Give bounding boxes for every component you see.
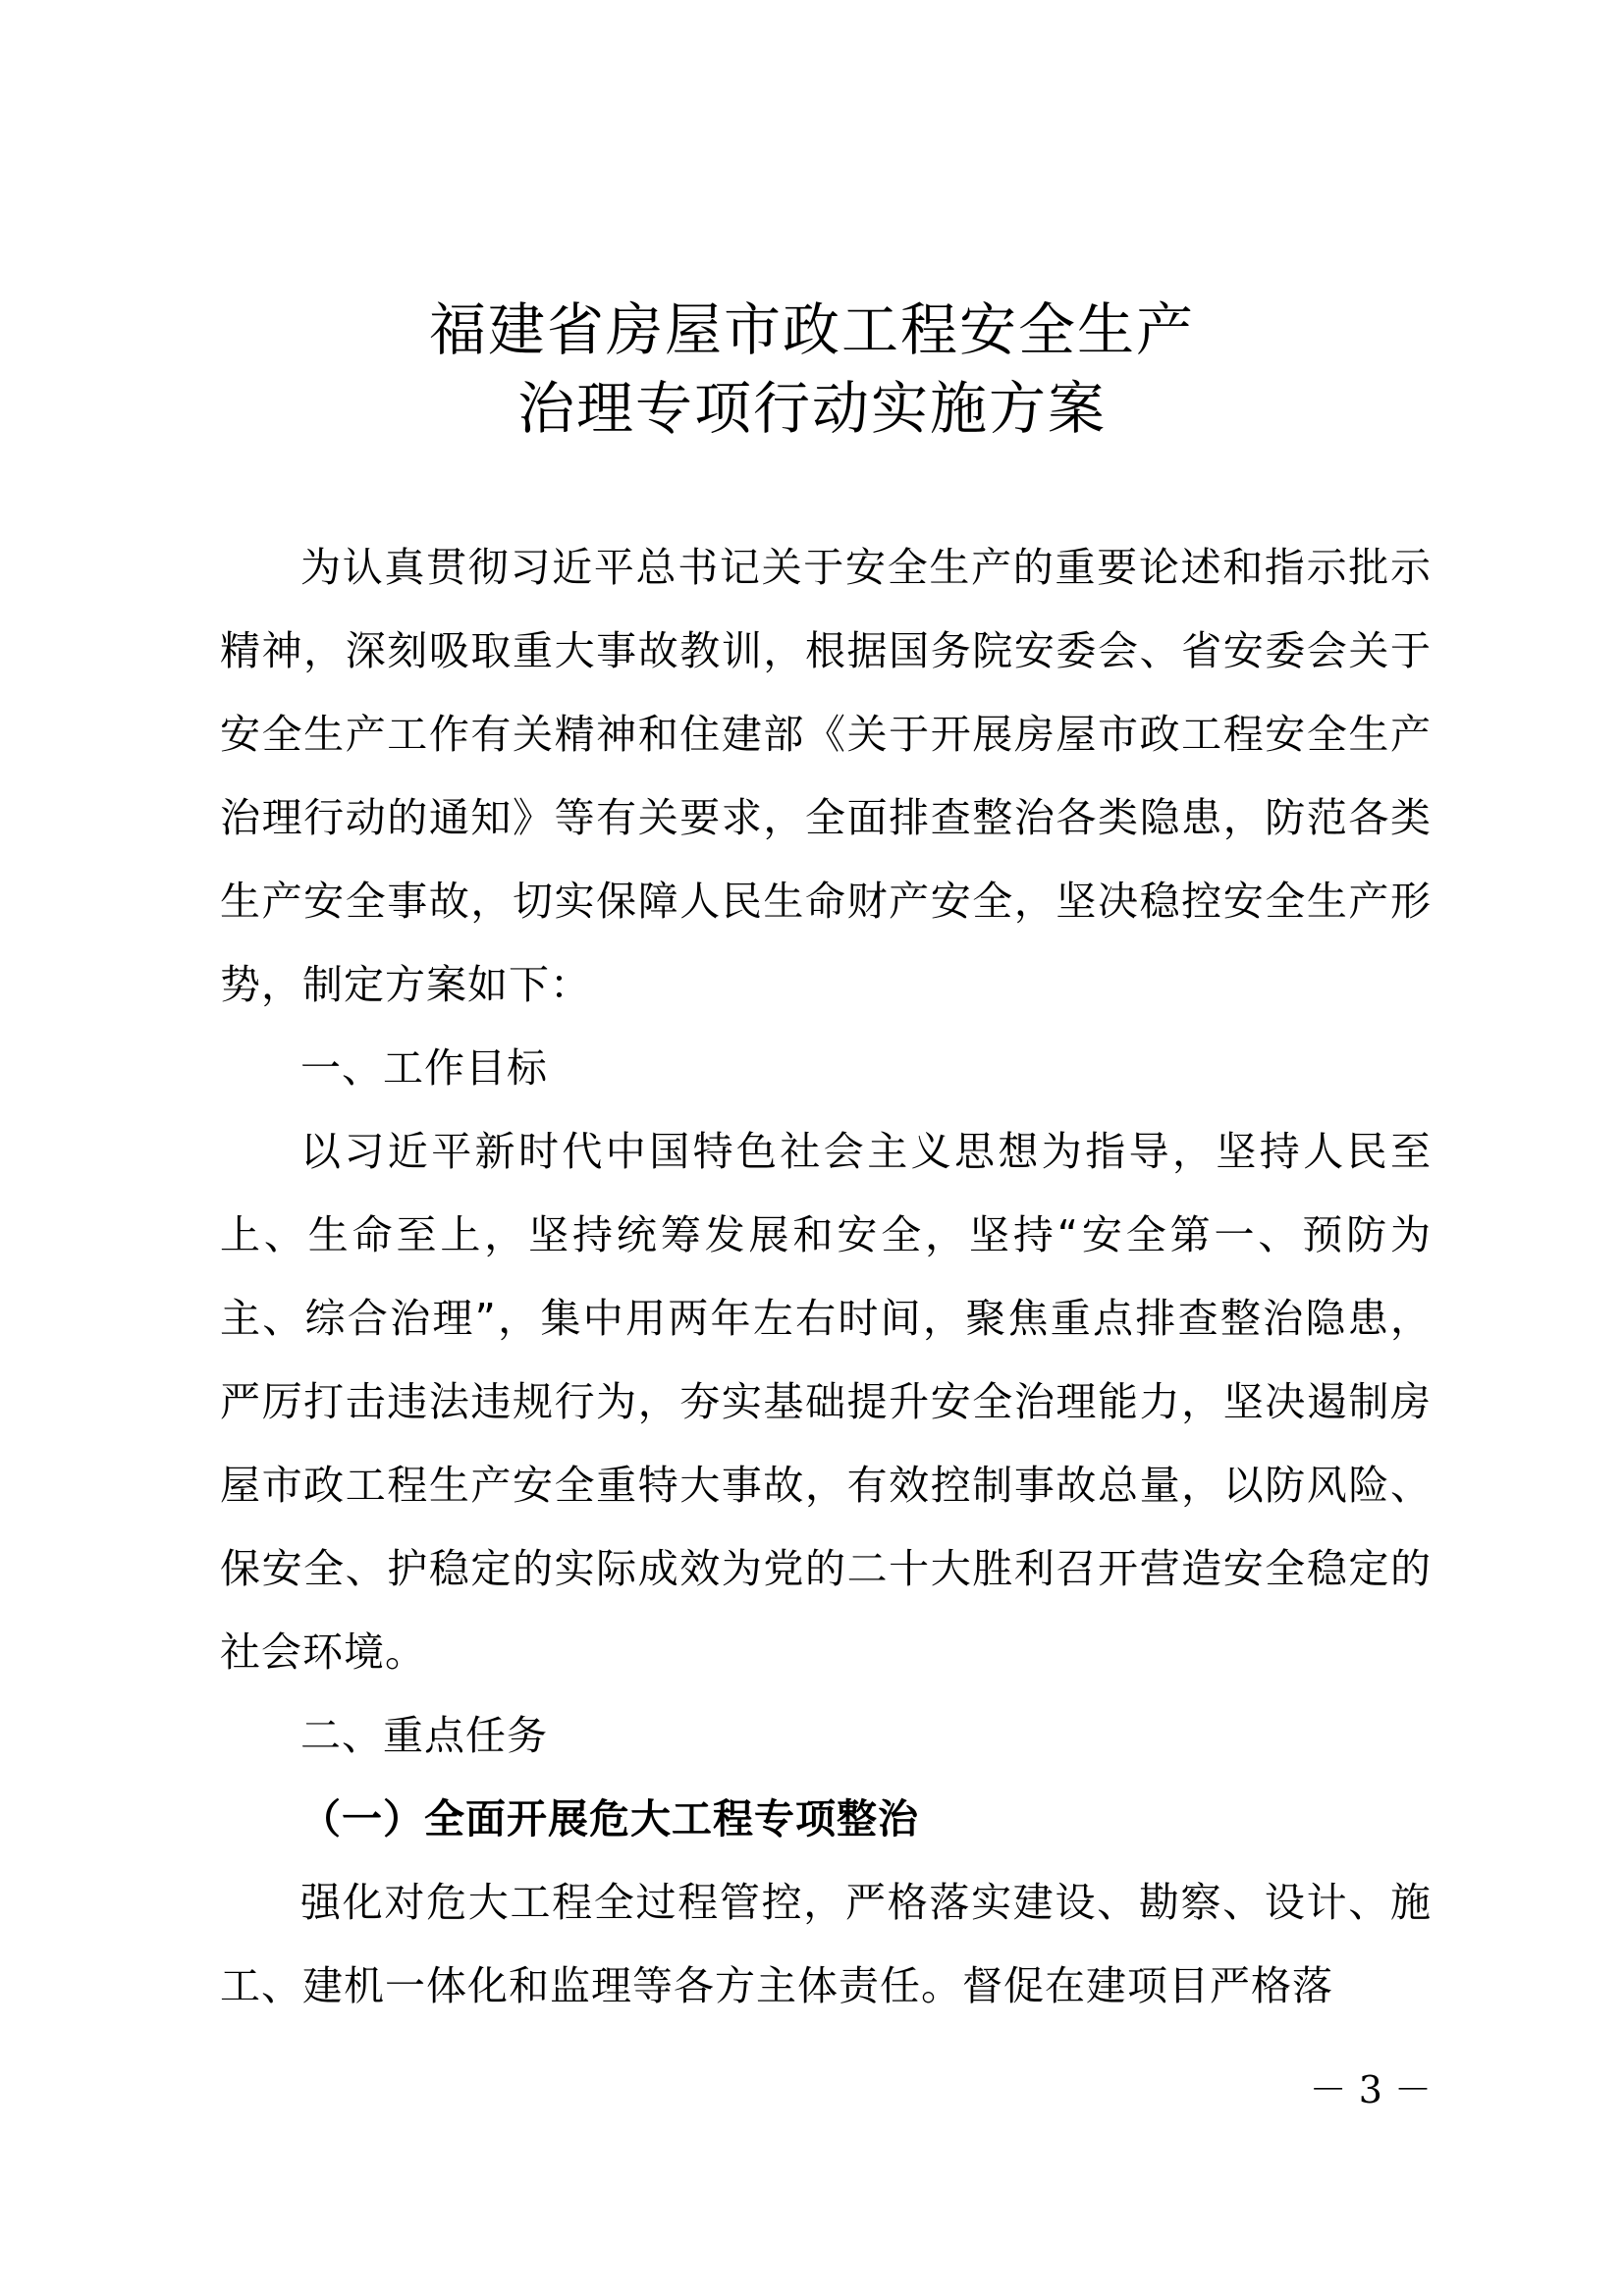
section-2-heading: 二、重点任务 bbox=[300, 1712, 548, 1759]
page-number: － 3 － bbox=[1309, 2068, 1432, 2111]
section-1-paragraph: 以习近平新时代中国特色社会主义思想为指导，坚持人民至上、生命至上，坚持统筹发展和安全，坚持“安全第一、预防为主、综合治理”，集中用两年左右时间，聚焦重点排查整治隐患，严厉打击违法违规行为，夯实基础提升安全治理能力，坚决遏制房屋市政工程生产安全重特大事故，有效控制事故总量，以防风险、保安全、护稳定的实际成效为党的二十大胜利召开营造安全稳定的社会环境。 bbox=[220, 1128, 1432, 1676]
intro-paragraph: 为认真贯彻习近平总书记关于安全生产的重要论述和指示批示精神，深刻吸取重大事故教训，根据国务院安委会、省安委会关于安全生产工作有关精神和住建部《关于开展房屋市政工程安全生产治理行动的通知》等有关要求，全面排查整治各类隐患，防范各类生产安全事故，切实保障人民生命财产安全，坚决稳控安全生产形势，制定方案如下： bbox=[220, 544, 1432, 1008]
document-title-line-1: 福建省房屋市政工程安全生产 bbox=[428, 296, 1195, 363]
subsection-1-heading: （一）全面开展危大工程专项整治 bbox=[300, 1795, 919, 1842]
subsection-1-paragraph: 强化对危大工程全过程管控，严格落实建设、勘察、设计、施工、建机一体化和监理等各方主体责任。督促在建项目严格落 bbox=[220, 1879, 1432, 2009]
document-title-line-2: 治理专项行动实施方案 bbox=[516, 375, 1107, 442]
document-body bbox=[220, 526, 1432, 2028]
section-1-heading: 一、工作目标 bbox=[300, 1044, 548, 1092]
